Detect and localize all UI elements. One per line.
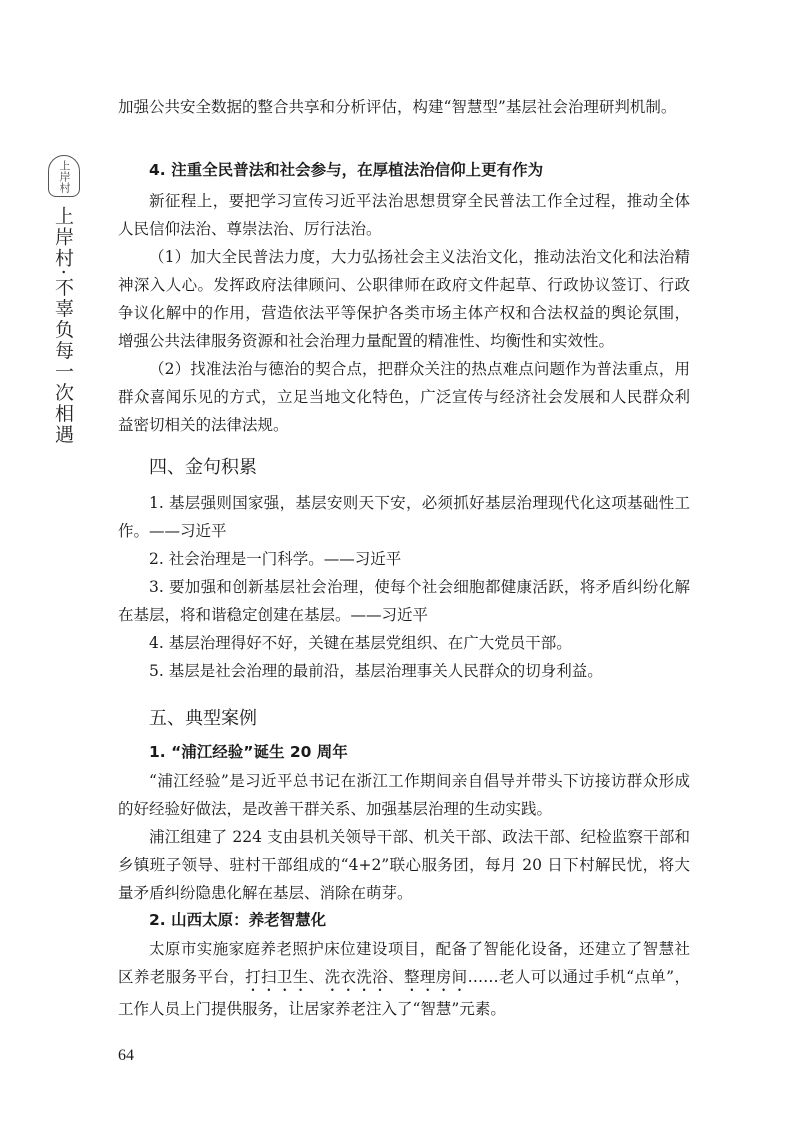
section-heading-5: 五、典型案例 [149, 708, 257, 729]
case-1-paragraph-2: 浦江组建了 224 支由县机关领导干部、机关干部、政法干部、纪检监察干部和乡镇班子领导、驻村干部组成的“4+2”联心服务团，每月 20 日下村解民忧，将大量矛盾纠纷隐患化解在基层、消除在萌芽。 [118, 828, 690, 902]
quote-3: 3. 要加强和创新基层社会治理，使每个社会细胞都健康活跃，将矛盾纠纷化解在基层，将和谐稳定创建在基层。——习近平 [118, 578, 690, 624]
section-heading-4: 四、金句积累 [149, 457, 257, 478]
quote-5: 5. 基层是社会治理的最前沿，基层治理事关人民群众的切身利益。 [149, 662, 603, 680]
paragraph-new-journey: 新征程上，要把学习宣传习近平法治思想贯穿全民普法工作全过程，推动全体人民信仰法治、尊崇法治、厉行法治。 [118, 192, 690, 238]
quote-1: 1. 基层强则国家强，基层安则天下安，必须抓好基层治理现代化这项基础性工作。——习近平 [118, 494, 690, 540]
paragraph-continued: 加强公共安全数据的整合共享和分析评估，构建“智慧型”基层社会治理研判机制。 [118, 98, 677, 116]
subheading-4: 4. 注重全民普法和社会参与，在厚植法治信仰上更有作为 [149, 161, 544, 179]
page-number: 64 [118, 1047, 134, 1064]
case-2-text-c: ……老人可以通过手机“点单”，工作人员上门提供服务，让居家养老注入了“智慧”元素。 [118, 968, 690, 1018]
quote-2: 2. 社会治理是一门科学。——习近平 [149, 550, 402, 568]
quote-4: 4. 基层治理得好不好，关键在基层党组织、在广大党员干部。 [149, 634, 572, 652]
paragraph-item-2: （2）找准法治与德治的契合点，把群众关注的热点难点问题作为普法重点，用群众喜闻乐见的方式，立足当地文化特色，广泛宣传与经济社会发展和人民群众利益密切相关的法律法规。 [118, 360, 690, 434]
case-2-paragraph [118, 935, 690, 1023]
case-2-text-a: 太原市实施家庭养老照护床位建设项目，配备了智能化设备，还建立了智慧社区养老服务平台， [118, 940, 690, 986]
village-logo-seal [48, 155, 80, 197]
case-1-paragraph-1: “浦江经验”是习近平总书记在浙江工作期间亲自倡导并带头下访接访群众形成的好经验好做法，是改善干群关系、加强基层治理的生动实践。 [118, 772, 690, 818]
case-2-title: 2. 山西太原：养老智慧化 [149, 911, 327, 929]
case-2-emphasized-services: 打扫卫生、洗衣洗浴、整理房间 [245, 968, 468, 986]
case-1-title: 1. “浦江经验”诞生 20 周年 [149, 743, 348, 761]
logo-text: 上岸村 [58, 159, 71, 193]
paragraph-item-1: （1）加大全民普法力度，大力弘扬社会主义法治文化，推动法治文化和法治精神深入人心。发挥政府法律顾问、公职律师在政府文件起草、行政协议签订、行政争议化解中的作用，营造依法平等保护各类市场主体产权和合法权益的舆论氛围，增强公共法律服务资源和社会治理力量配置的精准性、均衡性和实效性。 [118, 248, 690, 350]
side-running-title: 上岸村·不辜负每一次相遇 [52, 206, 74, 446]
